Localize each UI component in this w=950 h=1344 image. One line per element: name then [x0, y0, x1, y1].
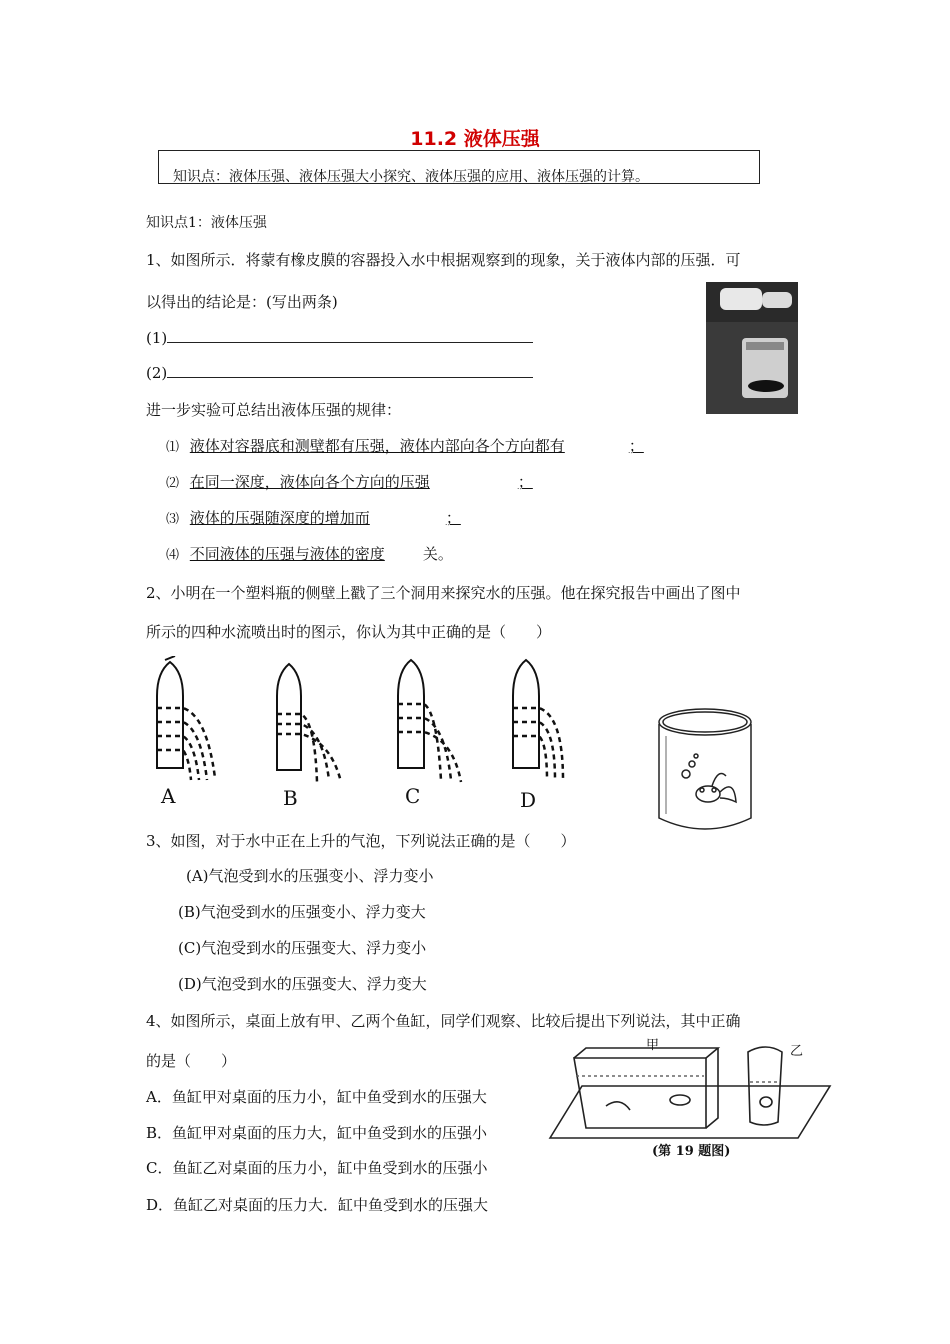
q2-stem-line1: 2、小明在一个塑料瓶的侧壁上戳了三个洞用来探究水的压强。他在探究报告中画出了图中: [146, 584, 741, 602]
q4-option-c: C．鱼缸乙对桌面的压力小，缸中鱼受到水的压强小: [146, 1159, 488, 1177]
label-b: B: [283, 786, 298, 810]
q4-option-d: D．鱼缸乙对桌面的压力大．缸中鱼受到水的压强大: [146, 1196, 489, 1214]
rule-3: ⑶ 液体的压强随深度的增加而 ；: [166, 509, 461, 527]
q1-stem-line2: 以得出的结论是：(写出两条): [146, 293, 338, 311]
bottle-a: [157, 656, 215, 780]
rule-1: ⑴ 液体对容器底和测壁都有压强，液体内部向各个方向都有 ；: [166, 437, 644, 455]
membrane-container-photo: [706, 282, 798, 414]
q3-option-b: (B)气泡受到水的压强变小、浮力变大: [178, 903, 426, 921]
section-heading: 知识点1：液体压强: [146, 215, 267, 231]
bottle-c: [398, 660, 461, 782]
label-c: C: [405, 784, 421, 808]
tank-label-yi: 乙: [790, 1044, 804, 1059]
figure-caption: (第 19 题图): [652, 1144, 731, 1159]
page-title: 11.2 液体压强: [410, 128, 540, 150]
q1-further: 进一步实验可总结出液体压强的规律：: [146, 401, 402, 419]
q4-stem-line1: 4、如图所示，桌面上放有甲、乙两个鱼缸，同学们观察、比较后提出下列说法，其中正确: [146, 1012, 741, 1030]
q3-option-a: (A)气泡受到水的压强变小、浮力变小: [186, 867, 434, 885]
q3-option-d: (D)气泡受到水的压强变大、浮力变大: [178, 975, 427, 993]
bottle-d: [513, 660, 563, 780]
q3-option-c: (C)气泡受到水的压强变大、浮力变小: [178, 939, 427, 957]
q1-stem-line1: 1、如图所示．将蒙有橡皮膜的容器投入水中根据观察到的现象，关于液体内部的压强．可: [146, 251, 741, 269]
label-a: A: [161, 784, 176, 808]
q4-option-b: B．鱼缸甲对桌面的压力大，缸中鱼受到水的压强小: [146, 1124, 488, 1142]
bottle-jets-figure: [145, 656, 565, 816]
rule-2: ⑵ 在同一深度，液体向各个方向的压强 ；: [166, 473, 533, 491]
label-d: D: [520, 788, 537, 812]
q1-answer-2: (2): [146, 363, 533, 382]
q1-answer-1: (1): [146, 328, 533, 347]
q2-stem-line2: 所示的四种水流喷出时的图示，你认为其中正确的是（ ）: [146, 623, 552, 641]
tank-label-jia: 甲: [646, 1038, 660, 1053]
fish-jar-figure: [652, 706, 758, 836]
knowledge-points: 知识点：液体压强、液体压强大小探究、液体压强的应用、液体压强的计算。: [173, 169, 649, 185]
q3-stem: 3、如图，对于水中正在上升的气泡，下列说法正确的是（ ）: [146, 832, 576, 850]
rule-4: ⑷ 不同液体的压强与液体的密度 关。: [166, 545, 453, 563]
q4-option-a: A．鱼缸甲对桌面的压力小，缸中鱼受到水的压强大: [146, 1088, 487, 1106]
bottle-b: [277, 664, 341, 782]
knowledge-box: [158, 150, 760, 184]
q4-stem-line2: 的是（ ）: [146, 1052, 237, 1070]
